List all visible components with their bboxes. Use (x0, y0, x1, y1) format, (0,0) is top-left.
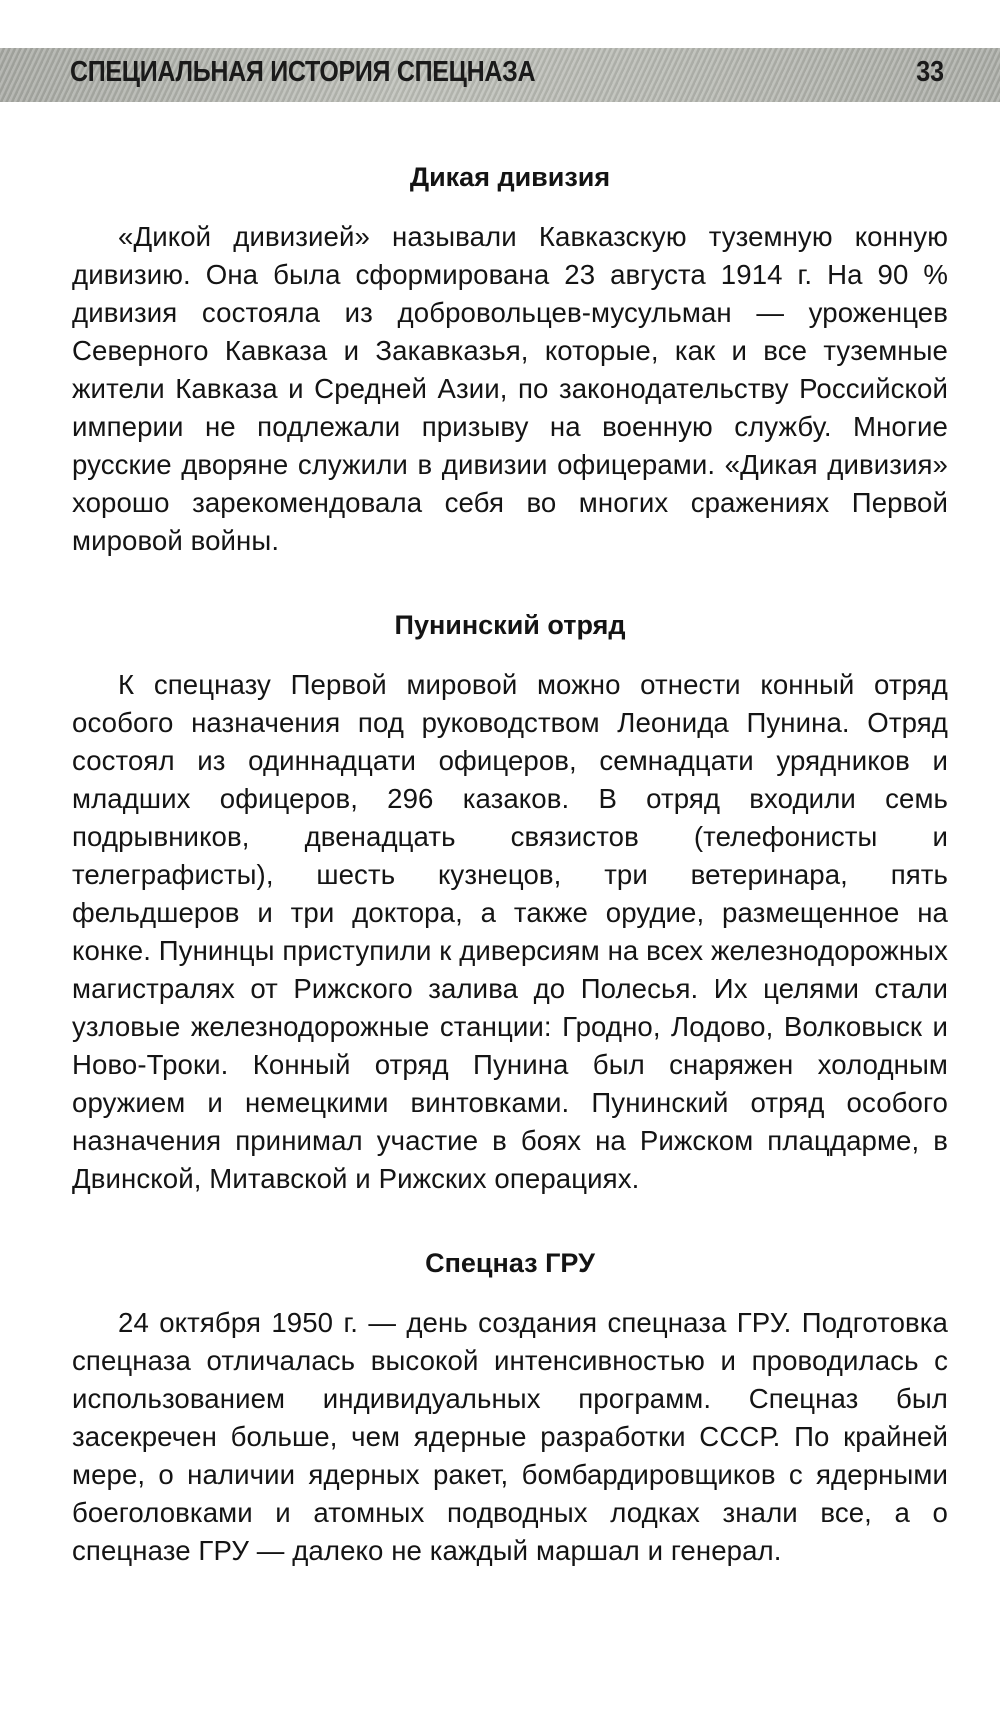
page-header-band (0, 48, 1000, 102)
section-heading-wild-division: Дикая дивизия (409, 162, 611, 192)
paragraph-wild-division: «Дикой дивизией» называли Кавказскую туземную конную дивизию. Она была сформирована 23 августа 1914 г. На 90 % дивизия состояла из добровольцев-мусульман — уроженцев Северного Кавказа и Закавказья, которые, как и все туземные жители Кавказа и Средней Азии, по законодательству Российской империи не подлежали призыву на военную службу. Многие русские дворяне служили в дивизии офицерами. «Дикая дивизия» хорошо зарекомендовала себя во многих сражениях Первой мировой войны. (72, 221, 948, 556)
page-body (72, 150, 948, 1570)
paragraph-gru-spetsnaz: 24 октября 1950 г. — день создания спецназа ГРУ. Подготовка спецназа отличалась высокой интенсивностью и проводилась с использованием индивидуальных программ. Спецназ был засекречен больше, чем ядерные разработки СССР. По крайней мере, о наличии ядерных ракет, бомбардировщиков с ядерными боеголовками и атомных подводных лодках знали все, а о спецназе ГРУ — далеко не каждый маршал и генерал. (72, 1307, 948, 1566)
section-heading-gru-spetsnaz: Спецназ ГРУ (425, 1248, 595, 1278)
running-title: СПЕЦИАЛЬНАЯ ИСТОРИЯ СПЕЦНАЗА (70, 55, 536, 89)
paragraph-punin-detachment: К спецназу Первой мировой можно отнести конный отряд особого назначения под руководством Леонида Пунина. Отряд состоял из одиннадцати офицеров, семнадцати урядников и младших офицеров, 296 казаков. В отряд входили семь подрывников, двенадцать связистов (телефонисты и телеграфисты), шесть кузнецов, три ветеринара, пять фельдшеров и три доктора, а также орудие, размещенное на конке. Пунинцы приступили к диверсиям на всех железнодорожных магистралях от Рижского залива до Полесья. Их целями стали узловые железнодорожные станции: Гродно, Лодово, Волковыск и Ново-Троки. Конный отряд Пунина был снаряжен холодным оружием и немецкими винтовками. Пунинский отряд особого назначения принимал участие в боях на Рижском плацдарме, в Двинской, Митавской и Рижских операциях. (72, 669, 948, 1194)
page-number: 33 (916, 55, 944, 89)
section-heading-punin-detachment: Пунинский отряд (394, 610, 626, 640)
